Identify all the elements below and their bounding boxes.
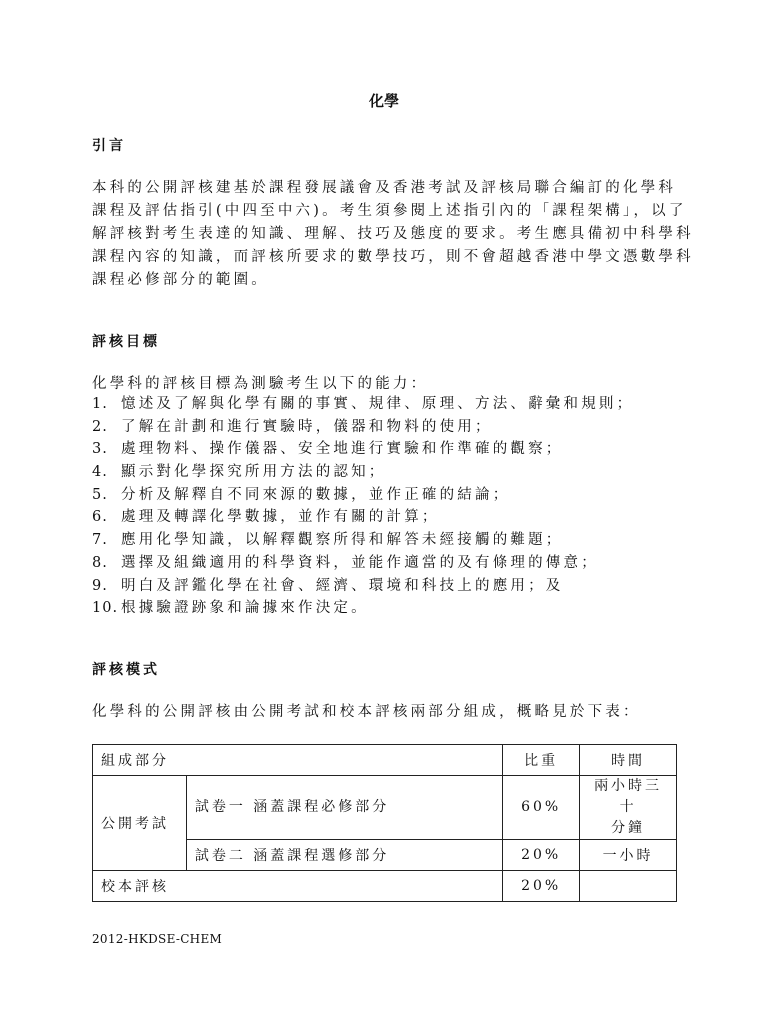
list-item [92,529,634,552]
intro-paragraph [92,177,694,292]
objectives-heading: 評核目標 [92,334,160,350]
item-number: 6. [92,509,108,526]
objectives-intro: 化學科的評核目標為測驗考生以下的能力： [92,376,429,392]
list-item [92,438,634,461]
item-text: 明白及評鑑化學在社會、經濟、環境和科技上的應用；及 [121,577,564,594]
page-title: 化學 [368,92,399,110]
list-item [92,484,634,507]
mode-intro: 化學科的公開評核由公開考試和校本評核兩部分組成，概略見於下表： [92,704,641,720]
item-text: 處理及轉譯化學數據，並作有關的計算； [121,509,440,526]
paper1-time-line1: 兩小時三十 [594,778,663,815]
list-item [92,597,634,620]
intro-line: 課程必修部分的範圍。 [92,272,269,288]
table-header-row [93,745,677,776]
item-text: 選擇及組織適用的科學資料，並能作適當的及有條理的傳意； [121,554,599,571]
item-text: 處理物料、操作儀器、安全地進行實驗和作準確的觀察； [121,441,564,458]
intro-line: 課程內容的知識，而評核所要求的數學技巧，則不會超越香港中學文憑數學科 [92,249,694,265]
intro-line: 本科的公開評核建基於課程發展議會及香港考試及評核局聯合編訂的化學科 [92,180,677,196]
assessment-table [92,744,677,902]
objectives-list [92,393,634,620]
list-item [92,416,634,439]
item-text: 根據驗證跡象和論據來作決定。 [121,600,369,617]
item-number: 7. [92,532,108,549]
paper1-time [580,776,677,840]
list-item [92,461,634,484]
intro-heading: 引言 [92,138,126,154]
item-text: 應用化學知識，以解釋觀察所得和解答未經接觸的難題； [121,532,564,549]
item-number: 10. [92,600,119,617]
sba-weight: 20% [503,871,580,902]
sba-label: 校本評核 [93,871,503,902]
header-time: 時間 [580,745,677,776]
item-number: 8. [92,554,108,571]
list-item [92,393,634,416]
header-component: 組成部分 [93,745,503,776]
item-number: 1. [92,396,108,412]
item-text: 顯示對化學探究所用方法的認知； [121,464,387,481]
table-row [93,871,677,902]
item-number: 5. [92,486,108,503]
mode-heading: 評核模式 [92,662,160,678]
paper1-weight: 60% [503,776,580,840]
sba-time [580,871,677,902]
item-text: 憶述及了解與化學有關的事實、規律、原理、方法、辭彙和規則； [121,396,635,412]
paper1-time-line2: 分鐘 [611,820,646,836]
item-number: 3. [92,441,108,458]
paper2-desc: 試卷二 涵蓋課程選修部分 [186,840,502,871]
intro-line: 解評核對考生表達的知識、理解、技巧及態度的要求。考生應具備初中科學科 [92,226,694,242]
paper2-weight: 20% [503,840,580,871]
item-number: 9. [92,577,108,594]
intro-line: 課程及評估指引(中四至中六)。考生須參閱上述指引內的「課程架構」，以了 [92,203,687,219]
item-text: 分析及解釋自不同來源的數據，並作正確的結論； [121,486,511,503]
paper1-desc: 試卷一 涵蓋課程必修部分 [186,776,502,840]
table-row [93,776,677,840]
list-item [92,575,634,598]
item-number: 4. [92,464,108,481]
public-exam-label: 公開考試 [93,776,187,871]
list-item [92,506,634,529]
item-text: 了解在計劃和進行實驗時，儀器和物料的使用； [121,418,493,435]
paper2-time: 一小時 [580,840,677,871]
list-item [92,552,634,575]
header-weight: 比重 [503,745,580,776]
item-number: 2. [92,418,108,435]
page-footer: 2012-HKDSE-CHEM [92,932,223,946]
